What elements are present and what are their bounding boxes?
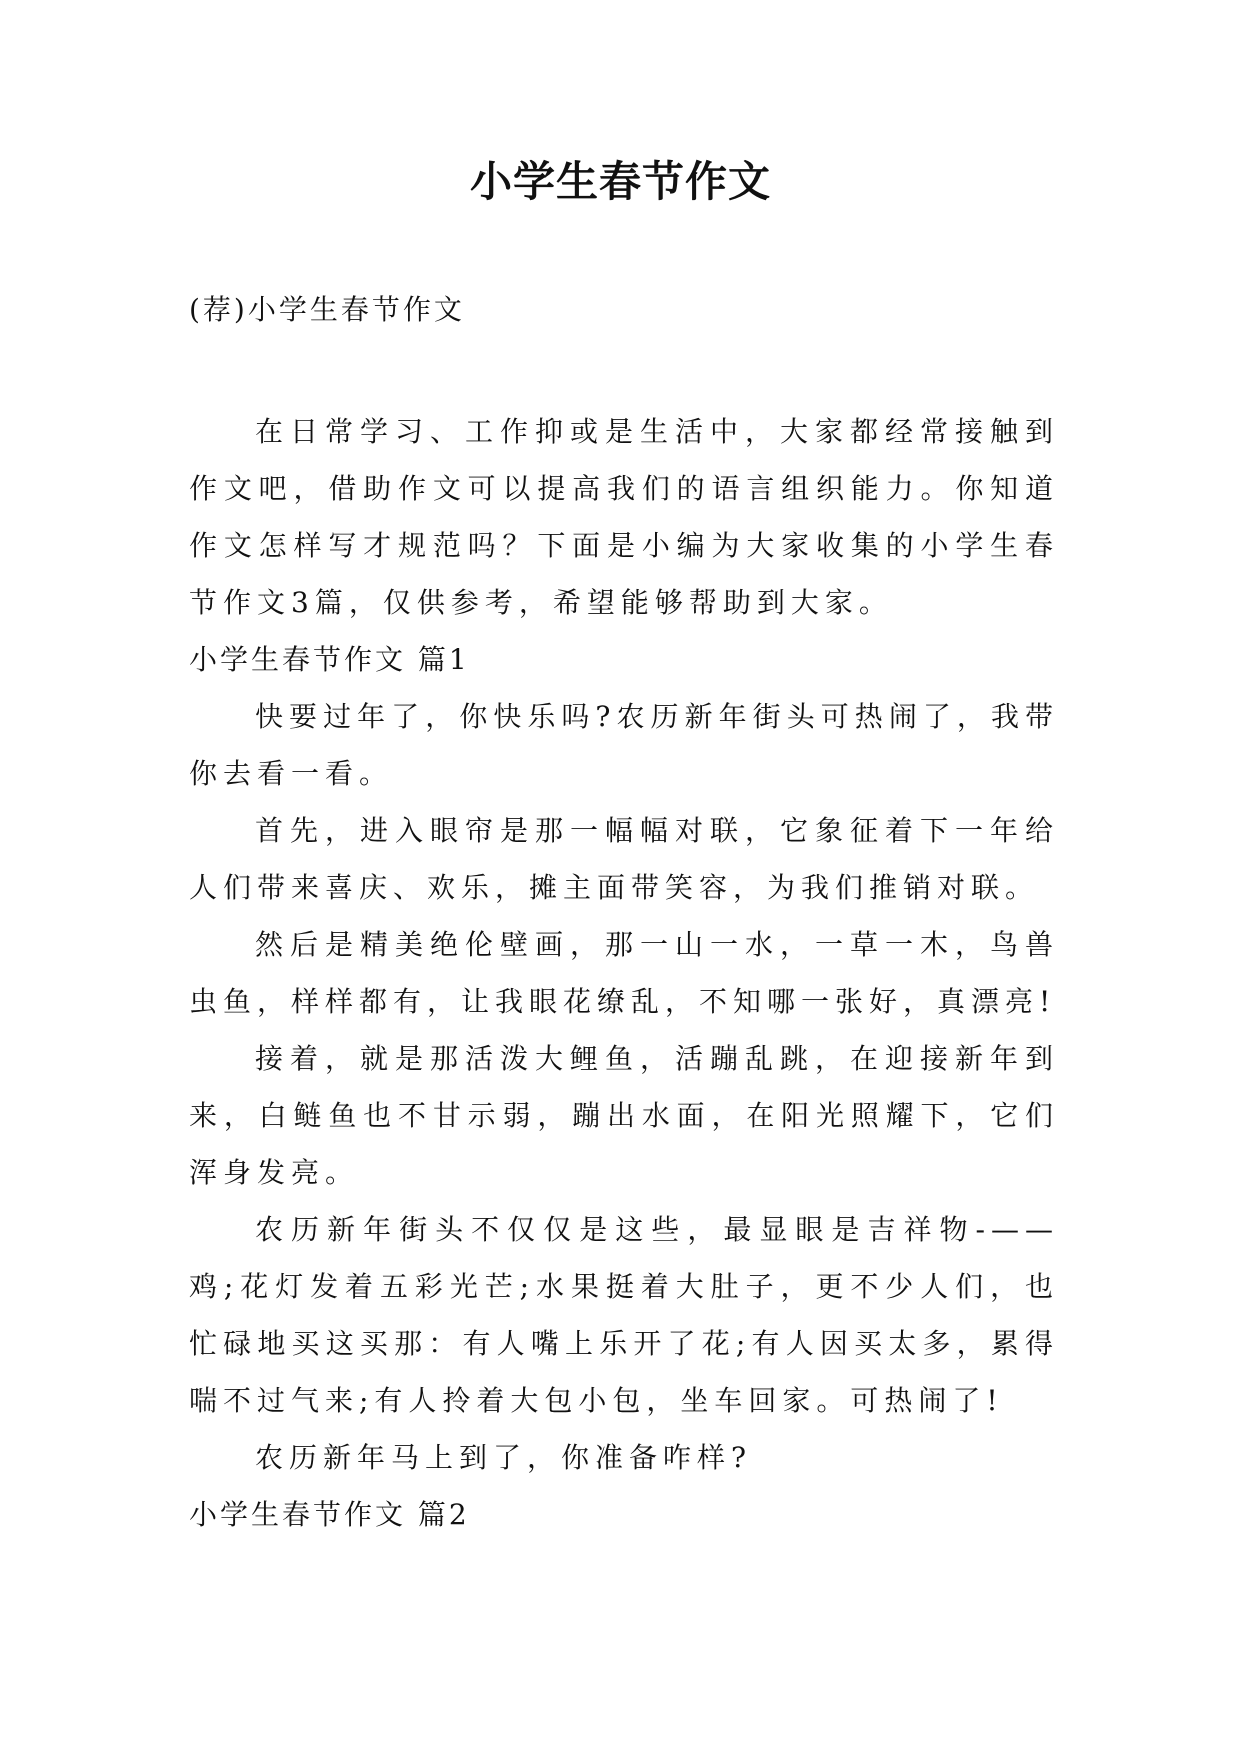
body-paragraph: 农历新年马上到了，你准备咋样? xyxy=(255,1441,753,1474)
document-body xyxy=(189,403,1059,1543)
body-paragraph: 然后是精美绝伦壁画，那一山一水，一草一木，鸟兽虫鱼，样样都有，让我眼花缭乱，不知哪一张好，真漂亮! xyxy=(189,928,1059,1018)
body-paragraph: 接着，就是那活泼大鲤鱼，活蹦乱跳，在迎接新年到来，白鲢鱼也不甘示弱，蹦出水面，在阳光照耀下，它们浑身发亮。 xyxy=(189,1042,1059,1189)
document-title: 小学生春节作文 xyxy=(469,157,771,206)
document-subtitle: (荐)小学生春节作文 xyxy=(189,293,465,326)
body-paragraph: 农历新年街头不仅仅是这些，最显眼是吉祥物-——鸡;花灯发着五彩光芒;水果挺着大肚子，更不少人们，也忙碌地买这买那：有人嘴上乐开了花;有人因买太多，累得喘不过气来;有人拎着大包小包，坐车回家。可热闹了! xyxy=(189,1213,1059,1417)
intro-paragraph: 在日常学习、工作抑或是生活中，大家都经常接触到作文吧，借助作文可以提高我们的语言组织能力。你知道作文怎样写才规范吗？下面是小编为大家收集的小学生春节作文3篇，仅供参考，希望能够帮助到大家。 xyxy=(189,415,1059,619)
section-heading-1: 小学生春节作文 篇1 xyxy=(189,643,470,676)
body-paragraph: 快要过年了，你快乐吗?农历新年街头可热闹了，我带你去看一看。 xyxy=(189,700,1059,790)
body-paragraph: 首先，进入眼帘是那一幅幅对联，它象征着下一年给人们带来喜庆、欢乐，摊主面带笑容，为我们推销对联。 xyxy=(189,814,1059,904)
section-heading-2: 小学生春节作文 篇2 xyxy=(189,1498,470,1531)
